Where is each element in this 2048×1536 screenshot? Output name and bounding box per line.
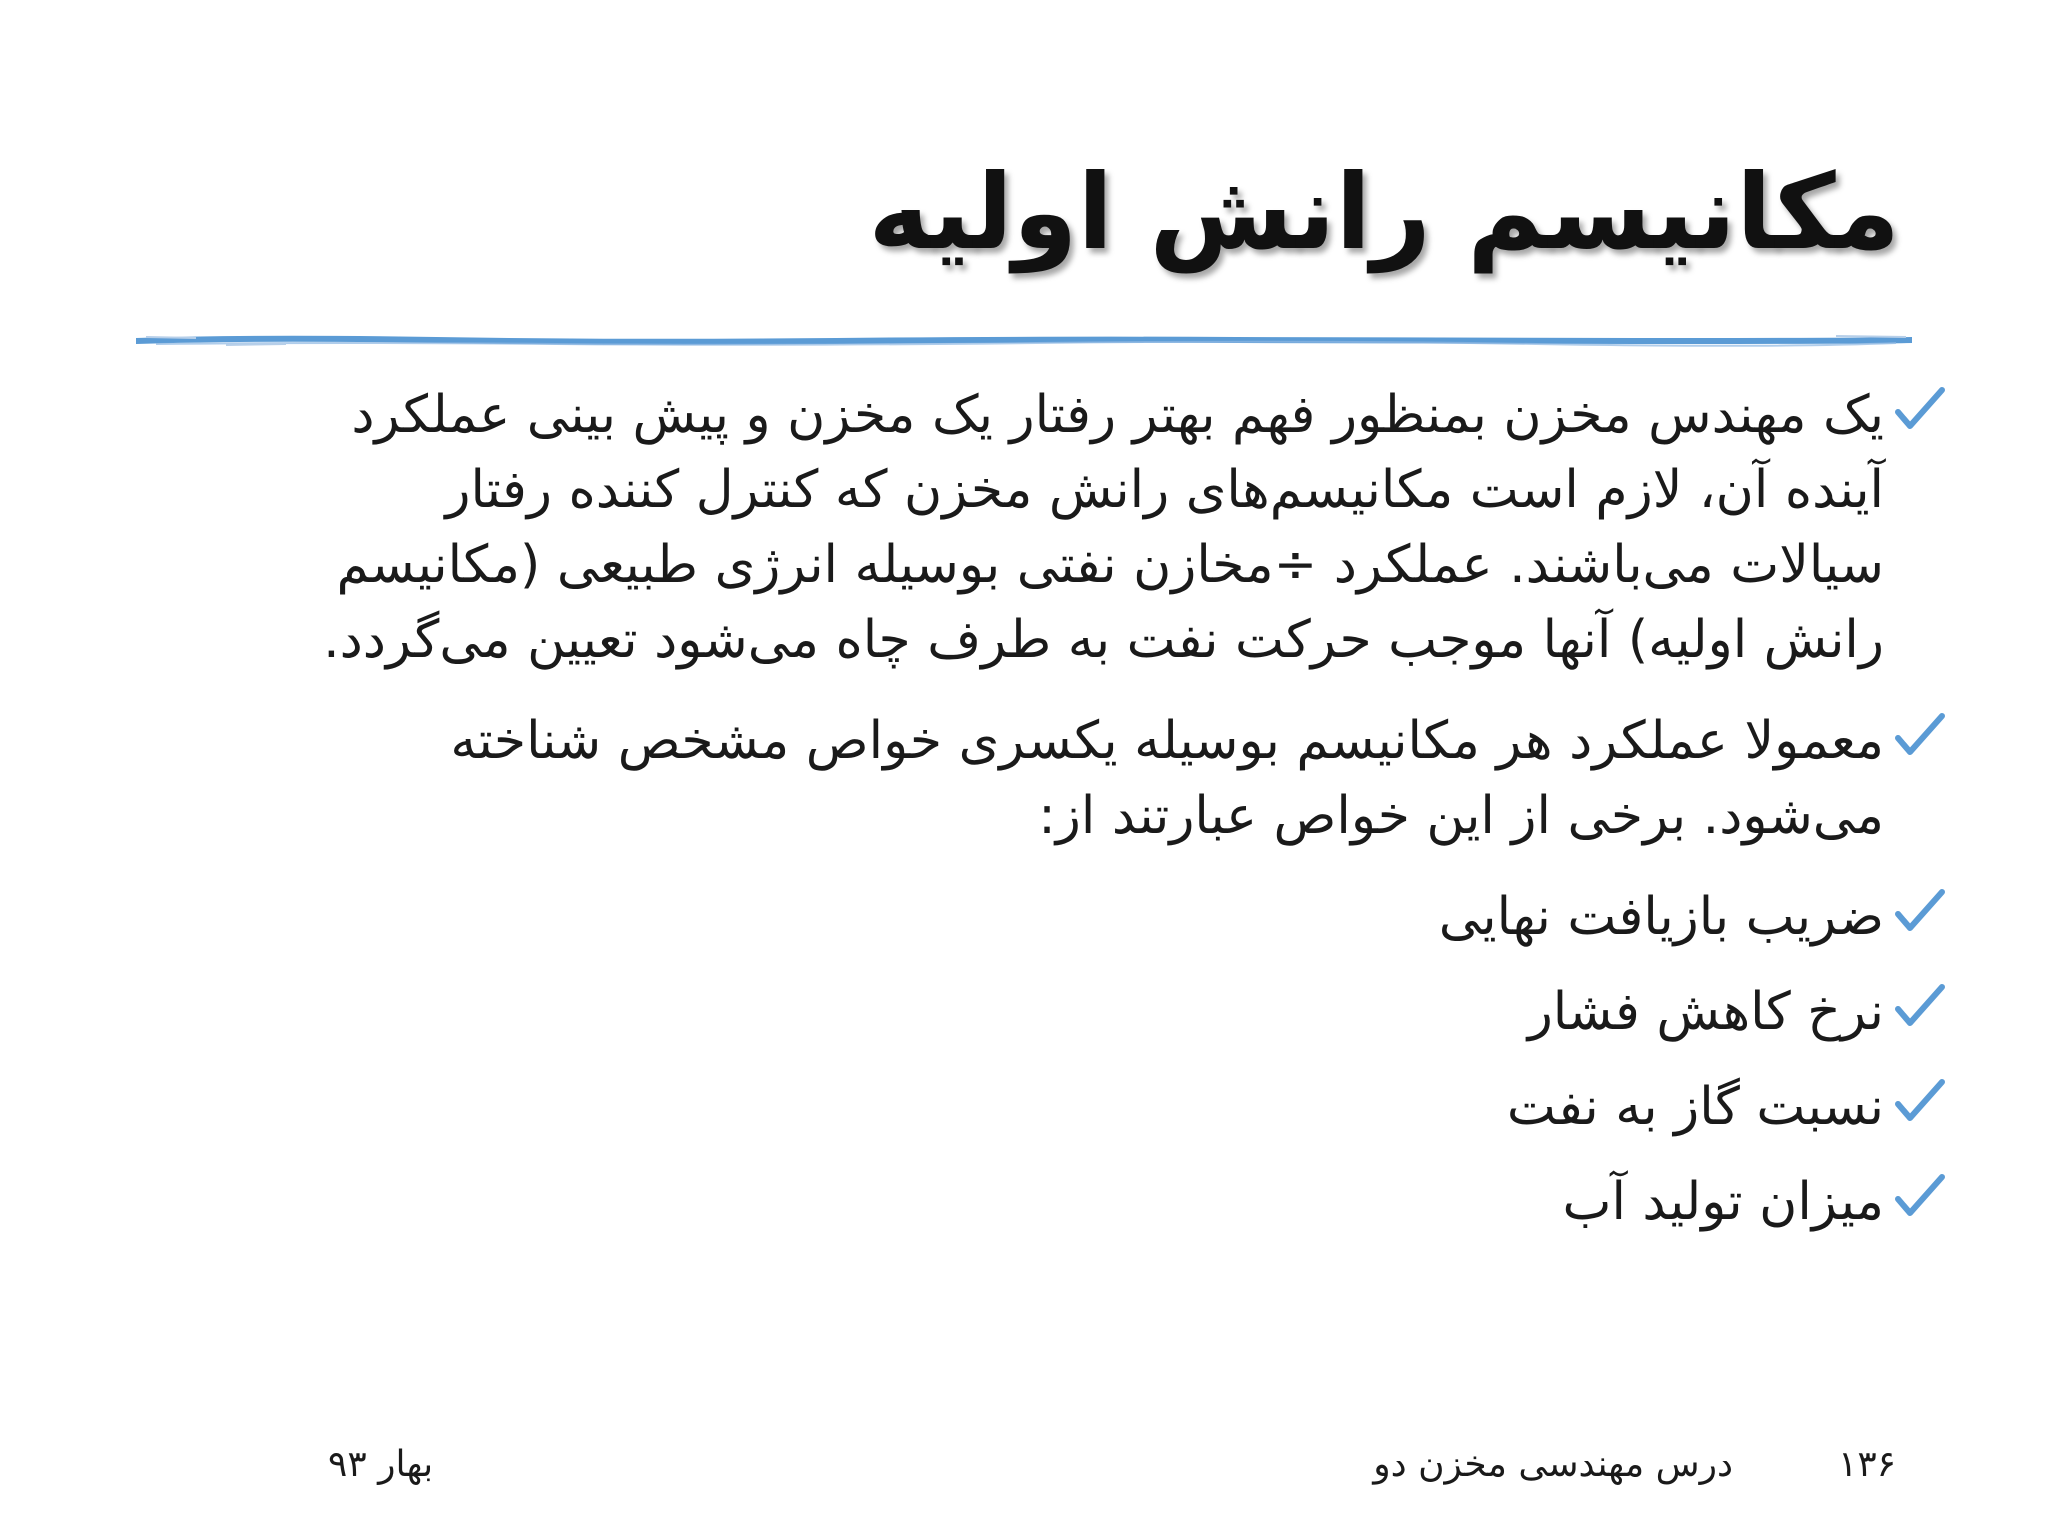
checkmark-icon: [1892, 981, 1948, 1031]
bullet-text: نسبت گاز به نفت: [1506, 1077, 1884, 1137]
bullet-item: [203, 1165, 1948, 1240]
bullet-text: نرخ کاهش فشار: [1527, 982, 1884, 1042]
page-number: ۱۳۶: [1837, 1444, 1896, 1485]
bullet-item: [203, 704, 1948, 854]
bullet-item: [203, 378, 1948, 678]
bullet-text: یک مهندس مخزن بمنظور فهم بهتر رفتار یک مخزن و پیش بینی عملکرد آینده آن، لازم است مکانیسم‌های رانش مخزن که کنترل کننده رفتار سیالات می‌باشند. عملکرد ÷مخازن نفتی بوسیله انرژی طبیعی (مکانیسم رانش اولیه) آنها موجب حرکت نفت به طرف چاه می‌شود تعیین می‌گردد.: [323, 385, 1884, 670]
bullet-text: ضریب بازیافت نهایی: [1438, 887, 1884, 947]
checkmark-icon: [1892, 886, 1948, 936]
bullet-item: [203, 880, 1948, 955]
bullet-item: [203, 1070, 1948, 1145]
slide-title: مکانیسم رانش اولیه: [868, 151, 1900, 273]
footer-date: بهار ۹۳: [328, 1444, 434, 1485]
bullet-list: [203, 378, 1948, 1260]
title-divider: [136, 332, 1912, 350]
checkmark-icon: [1892, 1171, 1948, 1221]
footer-course-name: درس مهندسی مخزن دو: [1373, 1444, 1733, 1485]
checkmark-icon: [1892, 710, 1948, 760]
bullet-item: [203, 975, 1948, 1050]
bullet-text: میزان تولید آب: [1562, 1172, 1884, 1232]
checkmark-icon: [1892, 1076, 1948, 1126]
bullet-text: معمولا عملکرد هر مکانیسم بوسیله یکسری خواص مشخص شناخته می‌شود. برخی از این خواص عبارتند از:: [450, 711, 1884, 846]
checkmark-icon: [1892, 384, 1948, 434]
